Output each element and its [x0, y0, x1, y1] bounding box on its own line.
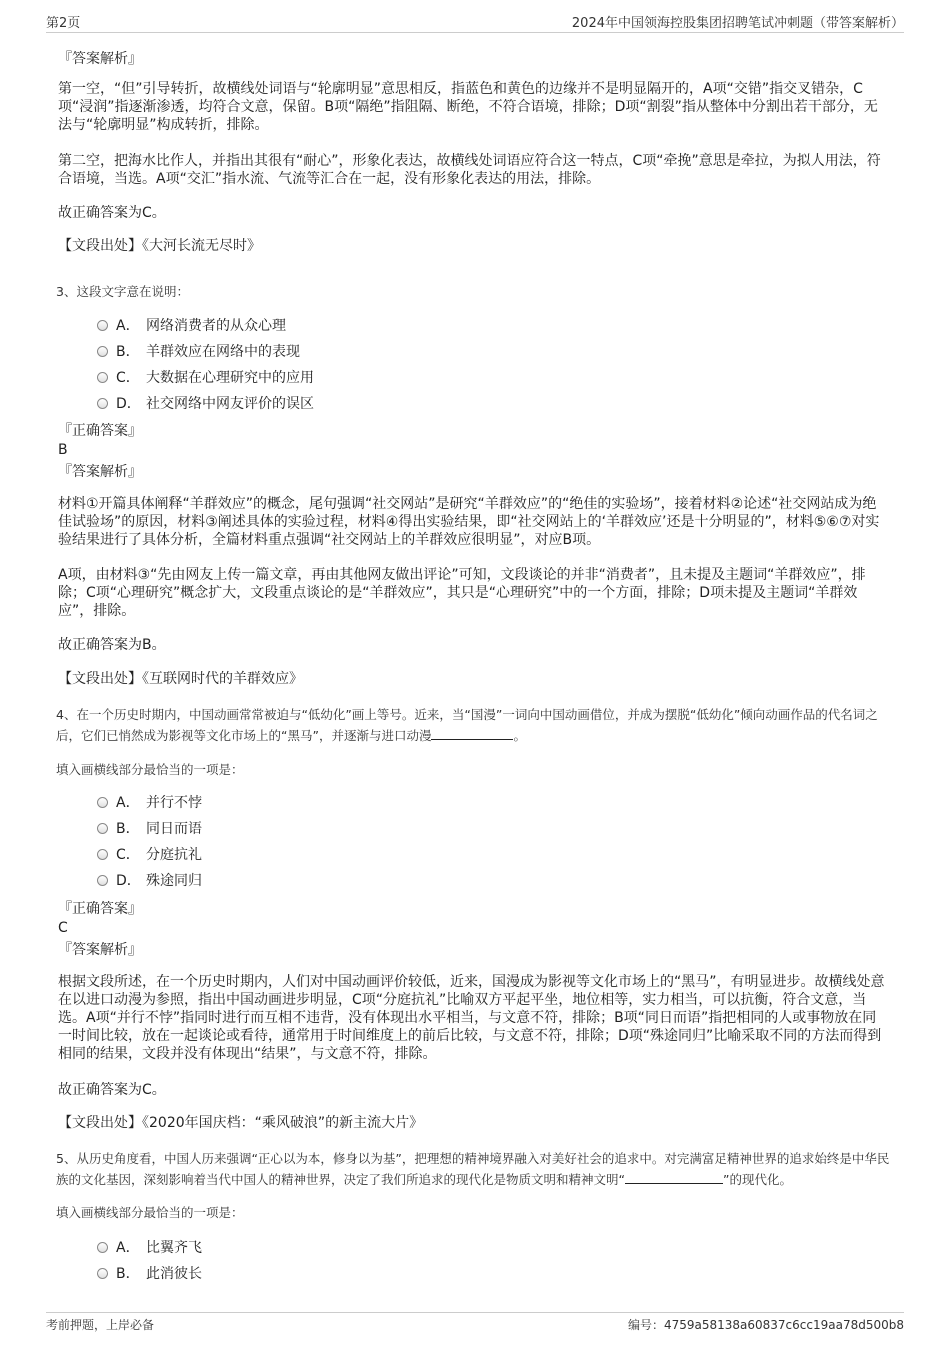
q3-option-b[interactable]: B． 羊群效应在网络中的表现 [97, 343, 300, 361]
q4-analysis-para1: 根据文段所述，在一个历史时期内，人们对中国动画评价较低，近来，国漫成为影视等文化市场上的“黑马”，有明显进步。故横线处意在以进口动漫为参照，指出中国动画进步明显，C项“分庭抗礼”比喻双方平起平坐，地位相等，实力相当，可以抗衡，符合文意，当选。A项“并行不悖”指同时进行而互相不违背，没有体现出水平相当，与文意不符，排除；B项“同日而语”指把相同的人或事物放在同一时间比较，放在一起谈论或看待，通常用于时间维度上的前后比较，与文意不符，排除；D项“殊途同归”比喻采取不同的方法而得到相同的结果，文段并没有体现出“结果”，与文意不符，排除。 [58, 974, 885, 1062]
page-number: 第2页 [46, 16, 81, 31]
answer-blank [431, 727, 513, 740]
q2-source: 【文段出处】《大河长流无尽时》 [58, 238, 261, 254]
q4-option-c[interactable]: C． 分庭抗礼 [97, 846, 202, 864]
q2-analysis-label: 『答案解析』 [58, 51, 142, 67]
q2-analysis-para2: 第二空，把海水比作人，并指出其很有“耐心”，形象化表达，故横线处词语应符合这一特点，C项“牵挽”意思是牵拉，为拟人用法，符合语境，当选。A项“交汇”指水流、气流等汇合在一起，没有形象化表达的用法，排除。 [58, 153, 881, 187]
radio-icon[interactable] [97, 1268, 108, 1279]
q3-analysis-label: 『答案解析』 [58, 464, 142, 480]
q3-source: 【文段出处】《互联网时代的羊群效应》 [58, 671, 303, 687]
q4-analysis-label: 『答案解析』 [58, 942, 142, 958]
radio-icon[interactable] [97, 320, 108, 331]
page-header [46, 10, 904, 33]
q3-answer: B [58, 442, 68, 458]
radio-icon[interactable] [97, 398, 108, 409]
q4-answer-label: 『正确答案』 [58, 901, 142, 917]
q3-analysis-para1: 材料①开篇具体阐释“羊群效应”的概念，尾句强调“社交网站”是研究“羊群效应”的“绝佳的实验场”，接着材料②论述“社交网站成为绝佳试验场”的原因，材料③阐述具体的实验过程，材料④得出实验结果，即“社交网站上的‘羊群效应’还是十分明显的”，材料⑤⑥⑦对实验结果进行了具体分析，全篇材料重点强调“社交网站上的羊群效应很明显”，对应B项。 [58, 496, 880, 548]
q2-conclusion: 故正确答案为C。 [58, 205, 166, 221]
radio-icon[interactable] [97, 346, 108, 357]
q4-prompt: 填入画横线部分最恰当的一项是： [56, 762, 244, 777]
q4-option-b[interactable]: B． 同日而语 [97, 820, 202, 838]
q3-option-d[interactable]: D． 社交网络中网友评价的误区 [97, 395, 314, 413]
q3-analysis-para2: A项，由材料③“先由网友上传一篇文章，再由其他网友做出评论”可知，文段谈论的并非“消费者”，且未提及主题词“羊群效应”，排除；C项“心理研究”概念扩大，文段重点谈论的是“羊群效应”，其只是“心理研究”中的一个方面，排除；D项未提及主题词“羊群效应”，排除。 [58, 567, 866, 619]
radio-icon[interactable] [97, 849, 108, 860]
q4-source: 【文段出处】《2020年国庆档：“乘风破浪”的新主流大片》 [58, 1115, 424, 1131]
q4-answer: C [58, 920, 68, 936]
q3-option-c[interactable]: C． 大数据在心理研究中的应用 [97, 369, 314, 387]
q4-conclusion: 故正确答案为C。 [58, 1082, 166, 1098]
footer-slogan: 考前押题，上岸必备 [46, 1318, 155, 1332]
q5-option-a[interactable]: A． 比翼齐飞 [97, 1239, 202, 1257]
q3-conclusion: 故正确答案为B。 [58, 637, 166, 653]
q4-question: 4、在一个历史时期内，中国动画常常被迫与“低幼化”画上等号。近来，当“国漫”一词向中国动画借位，并成为摆脱“低幼化”倾向动画作品的代名词之后，它们已悄然成为影视等文化市场上的“黑马”，并逐渐与进口动漫 。 [56, 707, 878, 743]
radio-icon[interactable] [97, 372, 108, 383]
page-footer [46, 1312, 904, 1337]
document-title: 2024年中国领海控股集团招聘笔试冲刺题（带答案解析） [571, 16, 904, 31]
radio-icon[interactable] [97, 875, 108, 886]
q4-option-d[interactable]: D． 殊途同归 [97, 872, 202, 890]
q3-answer-label: 『正确答案』 [58, 423, 142, 439]
q3-question: 3、这段文字意在说明： [56, 284, 189, 299]
q3-option-a[interactable]: A． 网络消费者的从众心理 [97, 317, 286, 335]
q5-question: 5、从历史角度看，中国人历来强调“正心以为本，修身以为基”，把理想的精神境界融入对美好社会的追求中。对完满富足精神世界的追求始终是中华民族的文化基因，深刻影响着当代中国人的精神世界，决定了我们所追求的现代化是物质文明和精神文明“ ”的现代化。 [56, 1151, 890, 1187]
radio-icon[interactable] [97, 1242, 108, 1253]
document-id: 编号：4759a58138a60837c6cc19aa78d500b8 [627, 1318, 904, 1332]
radio-icon[interactable] [97, 797, 108, 808]
q4-option-a[interactable]: A． 并行不悖 [97, 794, 202, 812]
q5-prompt: 填入画横线部分最恰当的一项是： [56, 1205, 244, 1220]
q5-option-b[interactable]: B． 此消彼长 [97, 1265, 202, 1283]
radio-icon[interactable] [97, 823, 108, 834]
answer-blank [625, 1171, 723, 1184]
q2-analysis-para1: 第一空，“但”引导转折，故横线处词语与“轮廓明显”意思相反，指蓝色和黄色的边缘并不是明显隔开的，A项“交错”指交叉错杂，C项“浸润”指逐渐渗透，均符合文意，保留。B项“隔绝”指阻隔、断绝，不符合语境，排除；D项“割裂”指从整体中分割出若干部分，无法与“轮廓明显”构成转折，排除。 [58, 81, 878, 133]
